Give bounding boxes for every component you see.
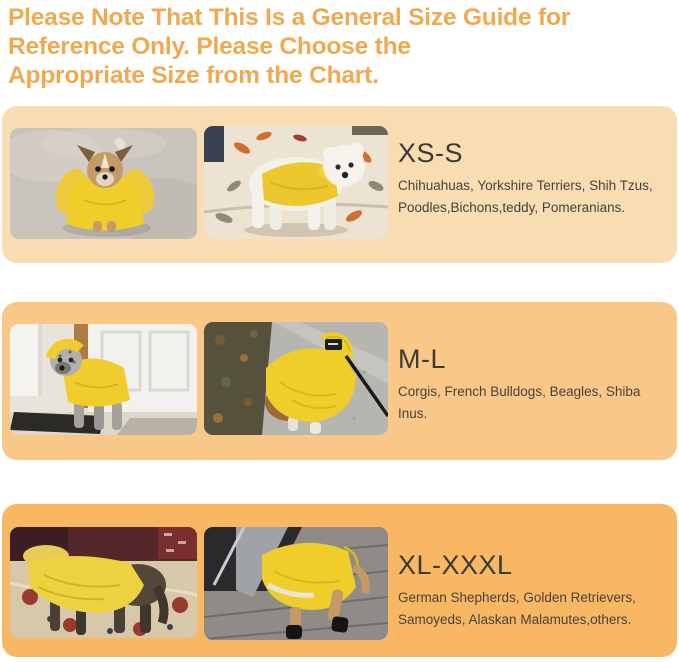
photo-bichon-raincoat-couch bbox=[204, 126, 388, 239]
photo-shepherd-raincoat-rug bbox=[10, 527, 197, 638]
breed-list: Corgis, French Bulldogs, Beagles, Shiba Inus. bbox=[398, 384, 641, 421]
poodle-mix-illustration bbox=[10, 324, 197, 435]
photo-corgi-raincoat-sidewalk bbox=[204, 322, 388, 435]
photo-large-dog-boots-wood-floor bbox=[204, 527, 388, 640]
large-dog-boots-illustration bbox=[204, 527, 388, 640]
page-title-line-2: Reference Only. Please Choose the bbox=[8, 33, 411, 60]
size-row-xs-s bbox=[2, 106, 677, 263]
size-label: M-L bbox=[398, 344, 446, 374]
size-label: XL-XXXL bbox=[398, 550, 513, 580]
size-row-m-l bbox=[2, 302, 677, 460]
bichon-illustration bbox=[204, 126, 388, 239]
size-info-xs-s bbox=[398, 138, 666, 219]
chihuahua-illustration bbox=[10, 128, 197, 239]
size-label: XS-S bbox=[398, 138, 464, 168]
photo-poodle-mix-raincoat-door bbox=[10, 324, 197, 435]
size-info-m-l bbox=[398, 344, 666, 425]
page-title-line-1: Please Note That This Is a General Size Guide for bbox=[8, 4, 571, 31]
page-title bbox=[8, 3, 668, 90]
size-row-xl-xxxl bbox=[2, 504, 677, 657]
page-title-line-3: Appropriate Size from the Chart. bbox=[8, 62, 379, 89]
size-info-xl-xxxl bbox=[398, 550, 666, 631]
corgi-illustration bbox=[204, 322, 388, 435]
german-shepherd-illustration bbox=[10, 527, 197, 638]
breed-list: Chihuahuas, Yorkshire Terriers, Shih Tzus, Poodles,Bichons,teddy, Pomeranians. bbox=[398, 178, 653, 215]
breed-list: German Shepherds, Golden Retrievers, Samoyeds, Alaskan Malamutes,others. bbox=[398, 590, 636, 627]
photo-chihuahua-raincoat-concrete bbox=[10, 128, 197, 239]
